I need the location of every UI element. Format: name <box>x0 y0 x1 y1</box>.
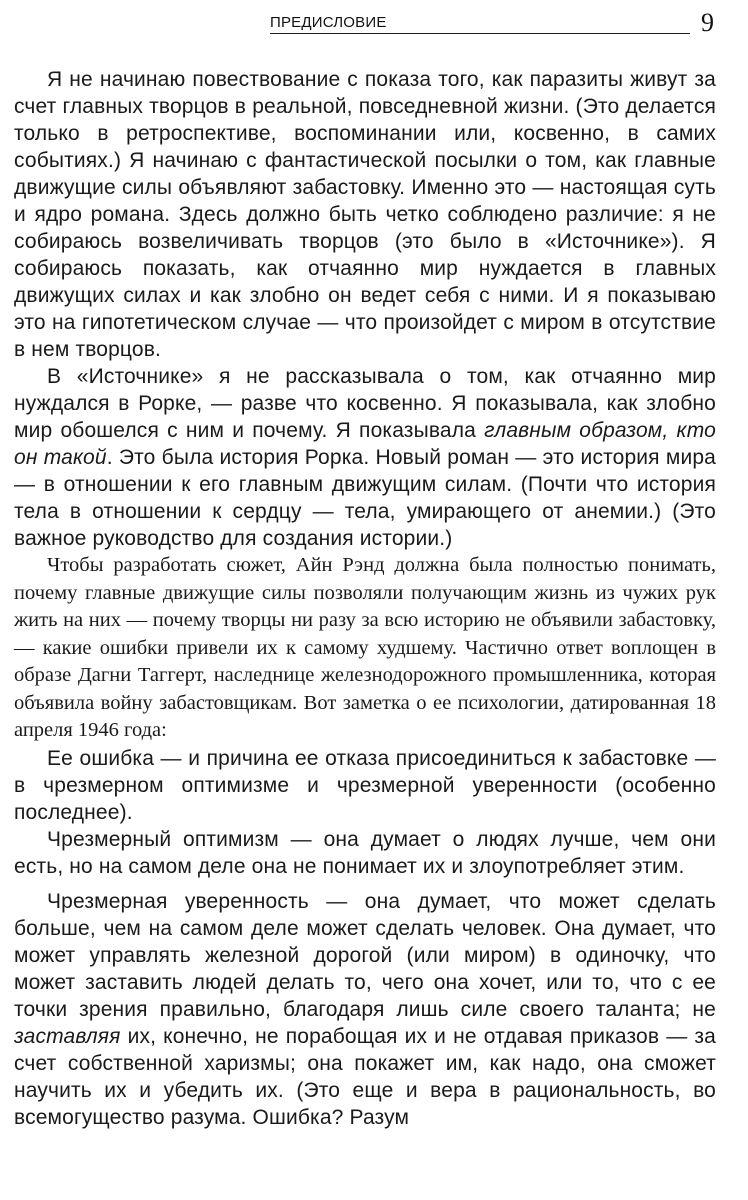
paragraph-text: . Это была история Рорка. Новый роман — это история мира — в отношении к его главным движущим силам. (Почти что история тела в отношении к сердцу — тела, умирающего от анемии.) (Это важное руководство для создания истории.) <box>14 446 716 550</box>
page-number: 9 <box>701 8 714 37</box>
paragraph <box>14 66 716 363</box>
paragraph-italic-text: главным образом, кто он такой <box>14 419 716 469</box>
quote-paragraph <box>14 888 716 1131</box>
paragraph-text: Чрезмерная уверенность — она думает, что может сделать больше, чем на самом деле может сделать человек. Она думает, что может управлять железной дорогой (или миром) в одиночку, что может заставить людей делать то, чего она хочет, или то, что с ее точки зрения правильно, благодаря лишь силе своего таланта; не <box>14 889 716 1021</box>
quote-paragraph <box>14 745 716 826</box>
paragraph-text: Ее ошибка — и причина ее отказа присоединиться к забастовке — в чрезмерном оптимизме и чрезмерной уверенности (особенно последнее). <box>14 746 716 824</box>
paragraph-italic-text: заставляя <box>14 1024 121 1048</box>
header-rule <box>270 33 690 34</box>
paragraph-text: Чтобы разработать сюжет, Айн Рэнд должна была полностью понимать, почему главные движущие силы позволяли получающим жизнь из чужих рук жить на них — почему творцы ни разу за всю историю не объявили забастовку, — какие ошибки привели их к самому худшему. Частично ответ воплощен в образе Дагни Таггерт, наследнице железнодорожного промышленника, которая объявила войну забастовщикам. Вот заметка о ее психологии, датированная 18 апреля 1946 года: <box>14 554 716 741</box>
running-header <box>270 8 718 36</box>
paragraph <box>14 363 716 552</box>
paragraph-text: Чрезмерный оптимизм — она думает о людях лучше, чем они есть, но на самом деле она не понимает их и злоупотребляет этим. <box>14 827 716 878</box>
paragraph-text: В «Источнике» я не рассказывала о том, как отчаянно мир нуждался в Рорке, — разве что косвенно. Я показывала, как злобно мир обошелся с ним и почему. Я показывала <box>14 365 716 442</box>
paragraph-text: их, конечно, не порабощая их и не отдавая приказов — за счет собственной харизмы; она покажет им, как надо, она сможет научить их и убедить их. (Это еще и вера в рациональность, во всемогущество разума. Ошибка? Разум <box>14 1024 716 1129</box>
paragraph <box>14 552 716 745</box>
page-body <box>14 66 716 1131</box>
quote-paragraph <box>14 826 716 880</box>
running-title: ПРЕДИСЛОВИЕ <box>270 14 387 31</box>
paragraph-text: Я не начинаю повествование с показа того, как паразиты живут за счет главных творцов в реальной, повседневной жизни. (Это делается только в ретроспективе, воспоминании или, косвенно, в самих событиях.) Я начинаю с фантастической посылки о том, как главные движущие силы объявляют забастовку. Именно это — настоящая суть и ядро романа. Здесь должно быть четко соблюдено различие: я не собираюсь возвеличивать творцов (это было в «Источнике»). Я собираюсь показать, как отчаянно мир нуждается в главных движущих силах и как злобно он ведет себя с ними. И я показываю это на гипотетическом случае — что произойдет с миром в отсутствие в нем творцов. <box>14 68 716 361</box>
